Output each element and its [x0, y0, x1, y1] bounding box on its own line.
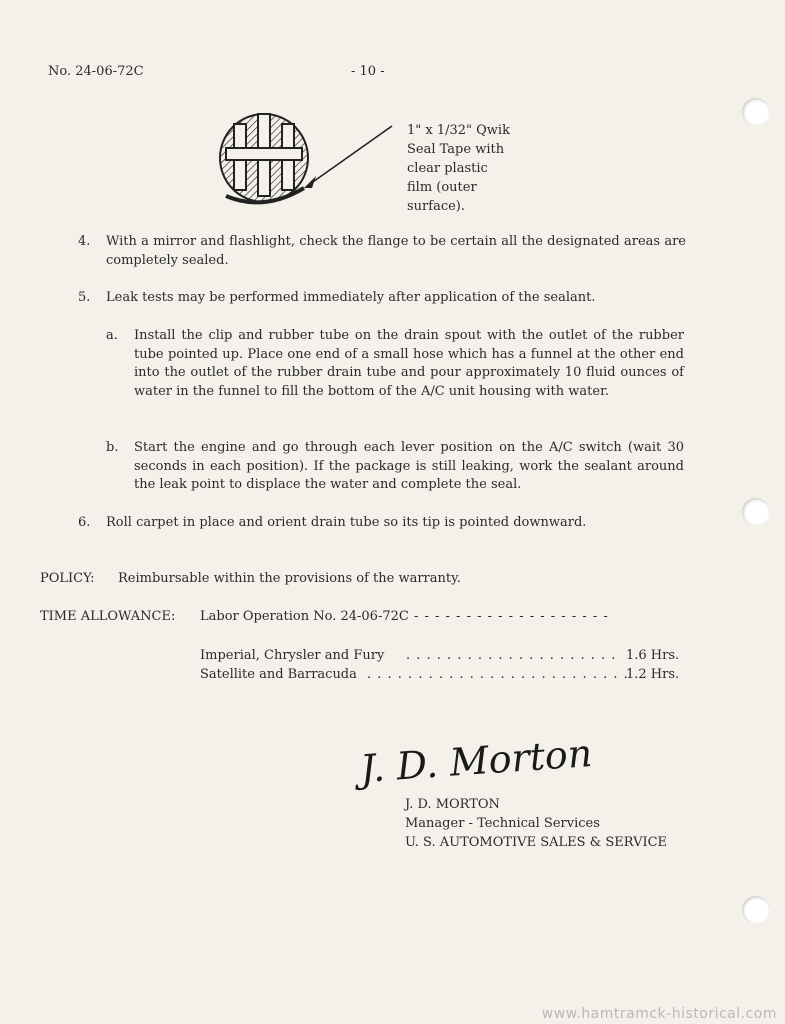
substep-text: Install the clip and rubber tube on the drain spout with the outlet of the rubber tube pointed up. Place one end of a small hose which has a funnel at the other end into the outlet of the rubber drain tube and pour approximately 10 fluid ounces of water in the funnel to fill the bottom of the A/C unit housing with water. [134, 328, 684, 399]
labor-hours: 1.6 Hrs. [626, 648, 680, 663]
signatory-title: Manager - Technical Services [405, 816, 600, 831]
labor-operation-number: Labor Operation No. 24-06-72C [200, 609, 409, 624]
dash-leader: - - - - - - - - - - - - - - - - - - - [408, 609, 609, 624]
substep-letter: a. [106, 328, 118, 343]
figure-callout-line: film (outer [407, 180, 477, 195]
time-allowance-label: TIME ALLOWANCE: [40, 609, 176, 624]
binder-hole [742, 98, 770, 126]
document-number: No. 24-06-72C [48, 64, 144, 79]
dot-leader: . . . . . . . . . . . . . . . . . . . . . [406, 648, 617, 663]
figure-callout-line: Seal Tape with [407, 142, 505, 157]
step-number: 4. [78, 234, 91, 249]
figure-callout-line: clear plastic [407, 161, 488, 176]
page-number: - 10 - [351, 64, 385, 79]
vehicle-line: Satellite and Barracuda [200, 667, 357, 682]
step-number: 5. [78, 290, 91, 305]
step-text: Roll carpet in place and orient drain tube so its tip is pointed downward. [106, 515, 587, 530]
policy-text: Reimbursable within the provisions of the warranty. [118, 571, 461, 586]
handwritten-signature: J. D. Morton [358, 730, 594, 792]
binder-hole [742, 896, 770, 924]
figure-callout-line: surface). [407, 199, 465, 214]
labor-hours: 1.2 Hrs. [626, 667, 680, 682]
site-watermark: www.hamtramck-historical.com [541, 1006, 777, 1022]
substep-letter: b. [106, 440, 119, 455]
step-text: With a mirror and flashlight, check the flange to be certain all the designated areas are completely sealed. [106, 234, 686, 268]
binder-hole [742, 498, 770, 526]
dot-leader: . . . . . . . . . . . . . . . . . . . . . . . . . . [367, 667, 629, 682]
policy-label: POLICY: [40, 571, 95, 586]
signatory-organization: U. S. AUTOMOTIVE SALES & SERVICE [405, 835, 668, 850]
step-number: 6. [78, 515, 91, 530]
tape-cross-section-diagram [212, 108, 412, 218]
vehicle-line: Imperial, Chrysler and Fury [200, 648, 385, 663]
labor-operation [200, 607, 609, 626]
signatory-name: J. D. MORTON [405, 797, 500, 812]
step-text: Leak tests may be performed immediately after application of the sealant. [106, 290, 596, 305]
figure-callout-line: 1" x 1/32" Qwik [407, 123, 510, 138]
substep-text: Start the engine and go through each lever position on the A/C switch (wait 30 seconds in each position). If the package is still leaking, work the sealant around the leak point to displace the water and complete the seal. [134, 440, 684, 493]
